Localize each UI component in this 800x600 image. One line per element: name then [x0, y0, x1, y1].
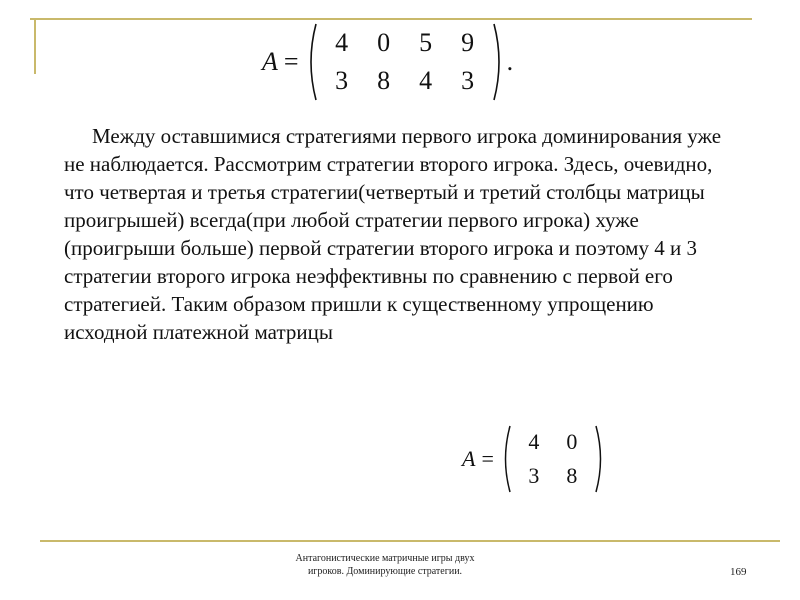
matrix-equation-top	[262, 22, 513, 102]
matrix-variable: A	[262, 47, 278, 76]
matrix-cell: 5	[419, 28, 433, 57]
left-paren-icon	[305, 22, 317, 102]
matrix-cell: 4	[419, 66, 433, 95]
matrix-cell: 4	[528, 429, 540, 454]
matrix-cell: 9	[461, 28, 475, 57]
matrix-2x2	[500, 424, 606, 494]
matrix-cell: 0	[566, 429, 578, 454]
footer-caption-line: игроков. Доминирующие стратегии.	[307, 566, 463, 577]
matrix-cell: 8	[377, 66, 391, 95]
matrix-cell: 4	[335, 28, 349, 57]
right-paren-icon	[595, 424, 606, 494]
matrix-4x2	[305, 22, 505, 102]
left-paren-icon	[500, 424, 511, 494]
trailing-period: .	[506, 47, 514, 76]
matrix-variable: A	[462, 446, 476, 471]
matrix-cells	[511, 429, 595, 489]
footer-caption	[260, 552, 510, 578]
matrix-cells	[317, 28, 493, 96]
right-paren-icon	[493, 22, 505, 102]
matrix-equation-bottom	[462, 424, 606, 494]
equals-sign: =	[481, 446, 494, 471]
frame-left-line	[34, 18, 36, 74]
equals-sign: =	[283, 47, 299, 76]
frame-top-line	[30, 18, 752, 20]
matrix-cell: 3	[461, 66, 475, 95]
matrix-cell: 3	[335, 66, 349, 95]
matrix-cell: 0	[377, 28, 391, 57]
matrix-cell: 8	[566, 463, 578, 488]
footer-caption-line: Антагонистические матричные игры двух	[295, 553, 475, 564]
frame-bottom-line	[40, 540, 780, 542]
page-number: 169	[730, 566, 747, 578]
matrix-cell: 3	[528, 463, 540, 488]
body-paragraph: Между оставшимися стратегиями первого игрока доминирования уже не наблюдается. Рассмотрим стратегии второго игрока. Здесь, очевидно, что четвертая и третья стратегии(четвертый и третий столбцы матрицы проигрышей) всегда(при любой стратегии первого игрока) хуже (проигрыши больше) первой стратегии второго игрока и поэтому 4 и 3 стратегии второго игрока неэффективны по сравнению с первой его стратегией. Таким образом пришли к существенному упрощению исходной платежной матрицы	[64, 124, 722, 344]
